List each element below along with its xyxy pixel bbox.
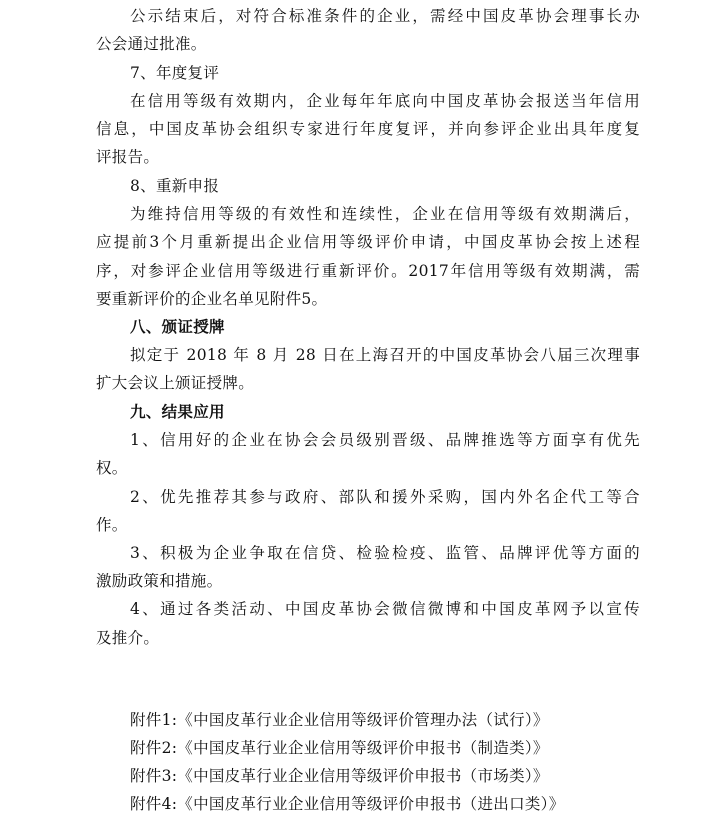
attachment-item: 附件4:《中国皮革行业企业信用等级评价申报书（进出口类）》 bbox=[130, 795, 565, 813]
paragraph-line: 公会通过批准。 bbox=[96, 35, 207, 53]
paragraph-line: 1、信用好的企业在协会会员级别晋级、品牌推选等方面享有优先 bbox=[130, 431, 640, 449]
paragraph-line: 2、优先推荐其参与政府、部队和援外采购，国内外名企代工等合 bbox=[130, 488, 640, 506]
section-heading: 8、重新申报 bbox=[130, 177, 220, 195]
paragraph-line: 为维持信用等级的有效性和连续性，企业在信用等级有效期满后， bbox=[130, 205, 640, 223]
paragraph-line: 序，对参评企业信用等级进行重新评价。2017年信用等级有效期满，需 bbox=[96, 262, 640, 280]
paragraph-line: 公示结束后，对符合标准条件的企业，需经中国皮革协会理事长办 bbox=[130, 7, 640, 25]
attachment-item: 附件1:《中国皮革行业企业信用等级评价管理办法（试行）》 bbox=[130, 711, 549, 729]
paragraph-line: 作。 bbox=[96, 516, 128, 534]
paragraph-line: 4、通过各类活动、中国皮革协会微信微博和中国皮革网予以宣传 bbox=[130, 600, 640, 618]
paragraph-line: 要重新评价的企业名单见附件5。 bbox=[96, 290, 328, 308]
paragraph-line: 拟定于 2018 年 8 月 28 日在上海召开的中国皮革协会八届三次理事 bbox=[130, 346, 640, 364]
section-heading: 7、年度复评 bbox=[130, 64, 220, 82]
chapter-heading: 九、结果应用 bbox=[130, 402, 225, 421]
paragraph-line: 及推介。 bbox=[96, 629, 160, 647]
paragraph-line: 应提前3个月重新提出企业信用等级评价申请，中国皮革协会按上述程 bbox=[96, 233, 640, 251]
paragraph-line: 扩大会议上颁证授牌。 bbox=[96, 374, 255, 392]
paragraph-line: 权。 bbox=[96, 459, 128, 477]
paragraph-line: 评报告。 bbox=[96, 148, 160, 166]
paragraph-line: 激励政策和措施。 bbox=[96, 572, 223, 590]
paragraph-line: 在信用等级有效期内，企业每年年底向中国皮革协会报送当年信用 bbox=[130, 92, 640, 110]
attachment-item: 附件2:《中国皮革行业企业信用等级评价申报书（制造类）》 bbox=[130, 739, 549, 757]
paragraph-line: 信息，中国皮革协会组织专家进行年度复评，并向参评企业出具年度复 bbox=[96, 120, 640, 138]
attachment-item: 附件3:《中国皮革行业企业信用等级评价申报书（市场类）》 bbox=[130, 767, 549, 785]
chapter-heading: 八、颁证授牌 bbox=[130, 317, 225, 336]
paragraph-line: 3、积极为企业争取在信贷、检验检疫、监管、品牌评优等方面的 bbox=[130, 544, 640, 562]
